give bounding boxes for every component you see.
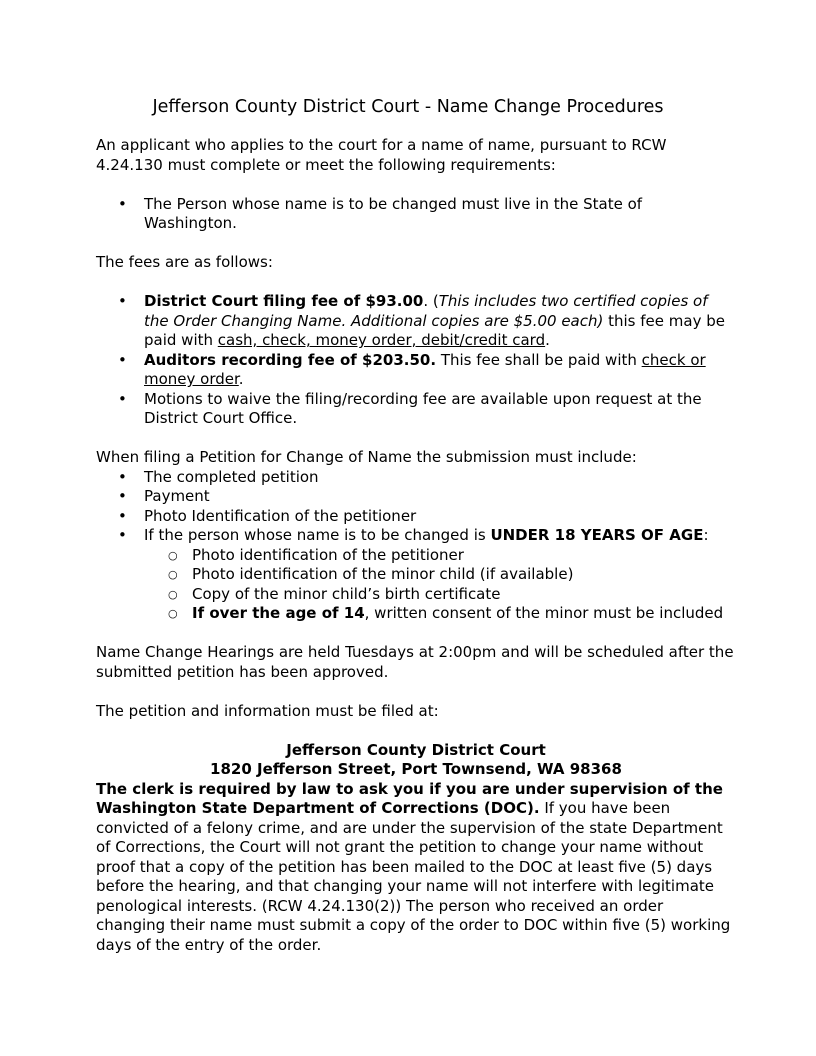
fee-waiver-item: • Motions to waive the filing/recording fee are available upon request at the District Court Office.: [96, 390, 736, 429]
filing-fee-item: • District Court filing fee of $93.00. (This includes two certified copies of the Order Changing Name. Additional copies are $5.00 each) this fee may be paid with cash, check, money order, debit/credit card.: [96, 292, 736, 351]
court-address: 1820 Jefferson Street, Port Townsend, WA 98368: [210, 760, 622, 778]
residency-list: [96, 195, 736, 234]
submission-heading: When filing a Petition for Change of Name the submission must include:: [96, 448, 637, 466]
recording-fee-label: Auditors recording fee of $203.50.: [144, 350, 437, 369]
minor-subitem: ○ Photo identification of the minor child (if available): [96, 565, 736, 585]
hearings-paragraph: Name Change Hearings are held Tuesdays at 2:00pm and will be scheduled after the submitted petition has been approved.: [96, 643, 734, 681]
minor-consent-item: ○ If over the age of 14, written consent of the minor must be included: [96, 604, 736, 624]
recording-payment-methods: check or money order: [144, 350, 706, 388]
doc-notice-paragraph: [96, 780, 736, 956]
submission-list: [96, 468, 736, 624]
recording-fee-item: • Auditors recording fee of $203.50. This fee shall be paid with check or money order.: [96, 351, 736, 390]
court-name: Jefferson County District Court: [286, 740, 546, 759]
filing-fee-label: District Court filing fee of $93.00: [144, 292, 424, 310]
submission-item: • Payment: [96, 487, 736, 507]
residency-requirement: • The Person whose name is to be changed must live in the State of Washington.: [96, 195, 736, 234]
minor-subitem: ○ Copy of the minor child’s birth certificate: [96, 585, 736, 605]
intro-paragraph: An applicant who applies to the court for a name of name, pursuant to RCW 4.24.130 must complete or meet the following requirements:: [96, 136, 667, 174]
fees-list: [96, 292, 736, 429]
doc-notice-bold: The clerk is required by law to ask you if you are under supervision of the Washington State Department of Corrections (DOC).: [96, 779, 723, 817]
minor-requirement-item: • If the person whose name is to be changed is UNDER 18 YEARS OF AGE:: [96, 526, 736, 546]
doc-notice-text: If you have been convicted of a felony crime, and are under the supervision of the state Department of Corrections, the Court will not grant the petition to change your name without proof that a copy of the petition has been mailed to the DOC at least five (5) days before the hearing, and that changing your name will not interfere with legitimate penological interests. (RCW 4.24.130(2)) The person who received an order changing their name must submit a copy of the order to DOC within five (5) working days of the entry of the order.: [96, 799, 731, 954]
fees-heading: The fees are as follows:: [96, 253, 273, 271]
filing-payment-methods: cash, check, money order, debit/credit card: [217, 331, 546, 349]
page-title: Jefferson County District Court - Name Change Procedures: [152, 97, 664, 117]
submission-item: • Photo Identification of the petitioner: [96, 507, 736, 527]
minor-subitem: ○ Photo identification of the petitioner: [96, 546, 736, 566]
filing-fee-note: This includes two certified copies of the Order Changing Name. Additional copies are $5.00 each): [144, 292, 708, 330]
document-body: [96, 136, 736, 955]
submission-item: • The completed petition: [96, 468, 736, 488]
filing-location-intro: The petition and information must be filed at:: [96, 701, 439, 720]
